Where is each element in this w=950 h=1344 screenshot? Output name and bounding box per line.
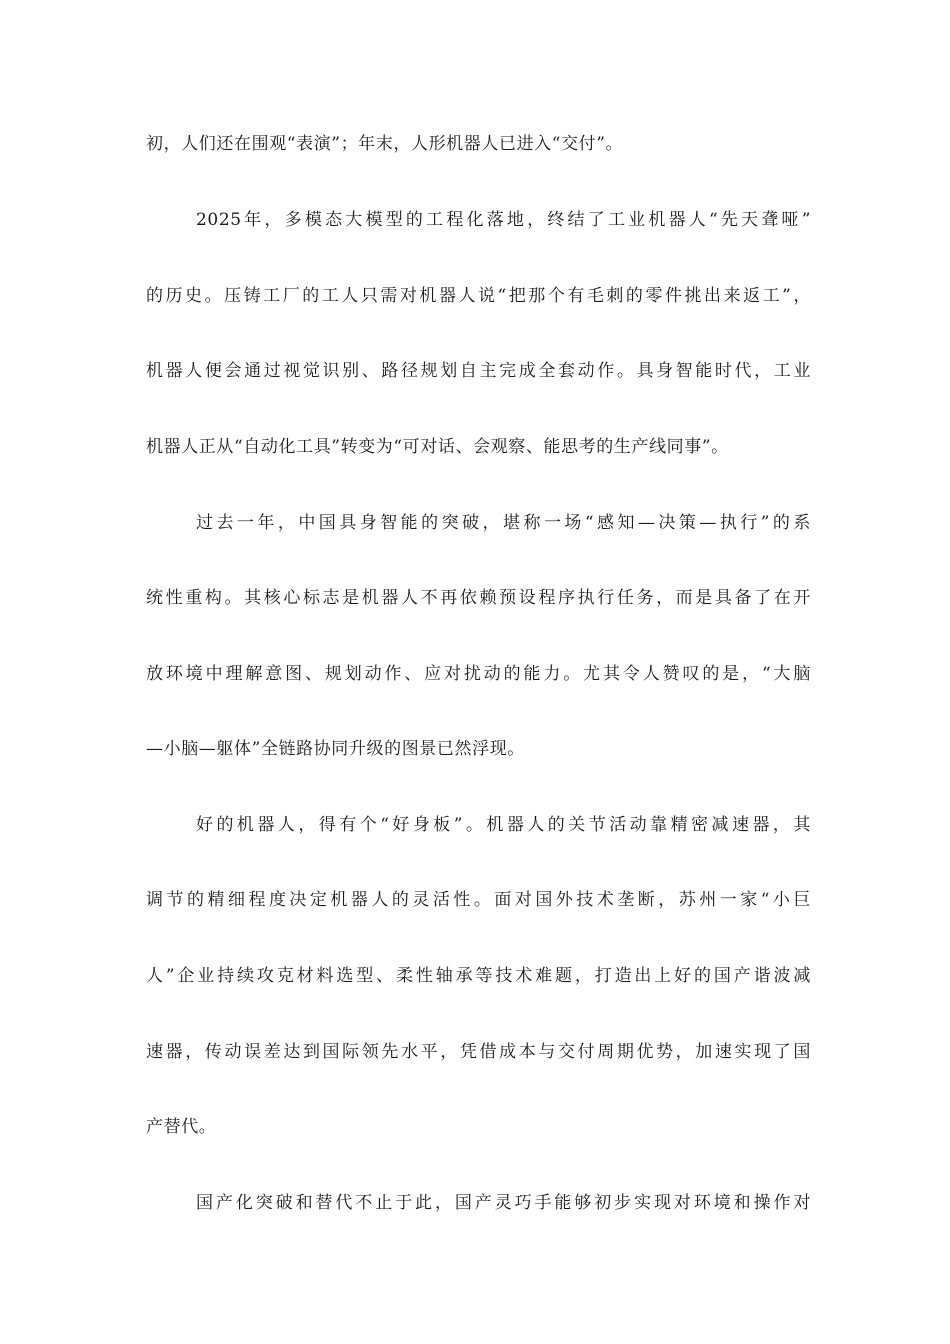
- text-line: —小脑—躯体”全链路协同升级的图景已然浮现。: [146, 739, 525, 759]
- paragraph-first-line: 国产化突破和替代不止于此，国产灵巧手能够初步实现对环境和操作对: [196, 1193, 811, 1213]
- text-line: 人”企业持续攻克材料选型、柔性轴承等技术难题，打造出上好的国产谐波减: [146, 966, 811, 986]
- paragraph-first-line: 好的机器人，得有个“好身板”。机器人的关节活动靠精密减速器，其: [196, 815, 811, 835]
- text-line: 初，人们还在围观“表演”；年末，人形机器人已进入“交付”。: [146, 134, 624, 154]
- paragraph-first-line: 2025年，多模态大模型的工程化落地，终结了工业机器人“先天聋哑”: [196, 210, 811, 230]
- text-line: 产替代。: [146, 1117, 217, 1137]
- text-line: 调节的精细程度决定机器人的灵活性。面对国外技术垄断，苏州一家“小巨: [146, 890, 811, 910]
- text-line: 放环境中理解意图、规划动作、应对扰动的能力。尤其令人赞叹的是，“大脑: [146, 664, 811, 684]
- text-line: 速器，传动误差达到国际领先水平，凭借成本与交付周期优势，加速实现了国: [146, 1042, 811, 1062]
- text-line: 机器人正从“自动化工具”转变为“可对话、会观察、能思考的生产线同事”。: [146, 437, 729, 457]
- paragraph-first-line: 过去一年，中国具身智能的突破，堪称一场“感知—决策—执行”的系: [196, 513, 811, 533]
- text-line: 的历史。压铸工厂的工人只需对机器人说“把那个有毛刺的零件挑出来返工”，: [146, 286, 811, 306]
- text-line: 统性重构。其核心标志是机器人不再依赖预设程序执行任务，而是具备了在开: [146, 588, 811, 608]
- text-line: 机器人便会通过视觉识别、路径规划自主完成全套动作。具身智能时代，工业: [146, 361, 811, 381]
